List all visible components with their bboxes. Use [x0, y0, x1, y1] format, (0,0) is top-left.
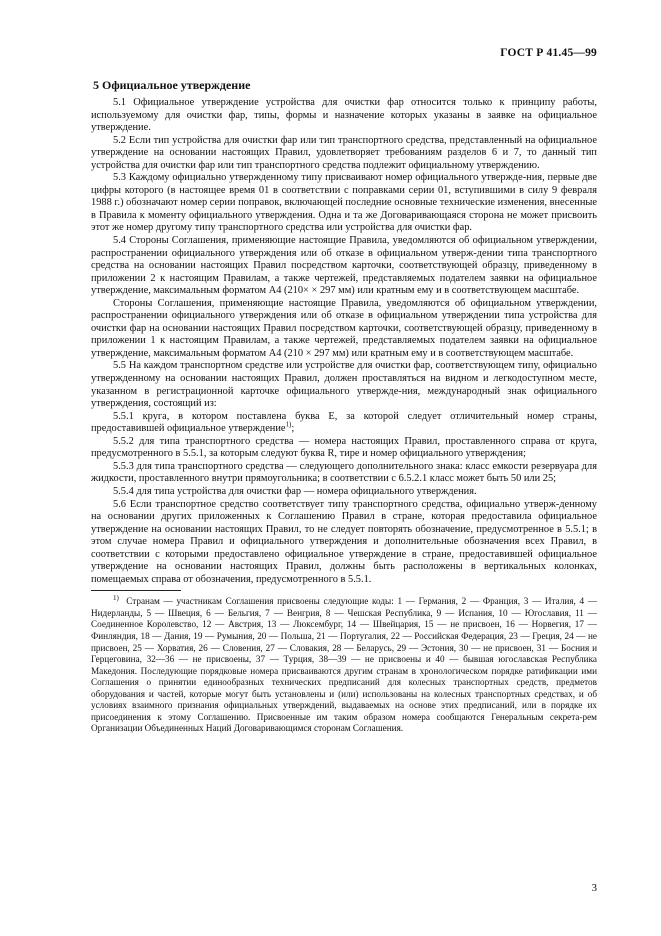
footnote-text: Странам — участникам Соглашения присвоены следующие коды: 1 — Германия, 2 — Франция, 3 — Италия, 4 — Нидерланды, 5 — Швеция, 6 — Бельгия, 7 — Венгрия, 8 — Чешская Республика, 9 — Испания, 10 — Югославия, 11 — Соединенное Королевство, 12 — Австрия, 13 — Люксембург, 14 — Швейцария, 15 — не присвоен, 16 — Норвегия, 17 — Финляндия, 18 — Дания, 19 — Румыния, 20 — Польша, 21 — Португалия, 22 — Российская Федерация, 23 — Греция, 24 — не присвоен, 25 — Хорватия, 26 — Словения, 27 — Словакия, 28 — Беларусь, 29 — Эстония, 30 — не присвоен, 31 — Босния и Герцеговина, 32—36 — не присвоены, 37 — Турция, 38—39 — не присвоены и 40 — бывшая югославская Республика Македония. Последующие порядковые номера присваиваются другим странам в хронологическом порядке ратификации ими Соглашения о принятии единообразных технических предписаний для колесных транспортных средств, предметов оборудования и частей, которые могут быть установлены и (или) использованы на колесных транспортных средствах, и об условиях взаимного признания официальных утверждений, выдаваемых на основе этих предписаний, или в порядке их присоединения к этому Соглашению. Присвоенные им таким образом номера сообщаются Генеральным секрета-рем Организации Объединенных Наций Договаривающимся сторонам Соглашения.: [91, 596, 598, 734]
paragraph-5-4: 5.4 Стороны Соглашения, применяющие настоящие Правила, уведомляются об официальном утверждении, распространении официального утверждения или об отказе в официальном утверж-дении типа транспортного средства на основании настоящих Правил посредством карточки, соответствующей образцу, приведенному в приложении 2 к настоящим Правилам, а также чертежей, представляемых подателем заявки на официальное утверждение, максимальным форматом А4 (210× × 297 мм) или кратным ему и в соответствующем масштабе.: [91, 235, 597, 297]
paragraph-5-3: 5.3 Каждому официально утвержденному типу присваивают номер официального утвержде-ния, первые две цифры которого (в настоящее время 01 в соответствии с поправками серии 01, вступившими в силу 9 февраля 1988 г.) обозначают номер серии поправок, включающей последние основные технические изменения, внесенные в Правила к моменту официального утверждения. Одна и та же Договаривающаяся сторона не может присвоить этот же номер другому типу транспортного средства или устройства для очистки фар.: [91, 172, 597, 234]
paragraph-5-5-1-text: 5.5.1 круга, в котором поставлена буква Е, за которой следует отличительный номер страны, предоставившей официальное утверждение: [91, 410, 597, 435]
paragraph-5-5-4: 5.5.4 для типа устройства для очистки фар — номера официального утверждения.: [113, 485, 477, 497]
paragraph-5-1: 5.1 Официальное утверждение устройства для очистки фар относится только к принципу работы, используемому для очистки фар, типы, формы и назначение которых указаны в заявке на официальное утверждение.: [91, 97, 597, 134]
paragraph-5-5-2: 5.5.2 для типа транспортного средства — номера настоящих Правил, проставленного справа от круга, предусмотренного в 5.5.1, за которым следуют буква R, тире и номер официального утверждения;: [91, 435, 597, 460]
page-number: 3: [591, 882, 597, 894]
footnote-divider: [91, 590, 181, 591]
footnote-mark: 1): [113, 594, 119, 603]
paragraph-5-5: 5.5 На каждом транспортном средстве или устройстве для очистки фар, соответствующем типу, официально утвержденному на основании настоящих Правил, должен проставляться на видном и легкодоступном месте, указанном в регистрационной карточке официального утвержде-ния, международный знак официального утверждения, состоящий из:: [91, 360, 597, 410]
footnote: [91, 596, 597, 735]
page-body: [91, 78, 597, 735]
paragraph-5-5-1-tail: ;: [291, 423, 295, 435]
paragraph-5-2: 5.2 Если тип устройства для очистки фар или тип транспортного средства, представленный на официальное утверждение на основании настоящих Правил, удовлетворяет требованиям разделов 6 и 7, то данный тип устройства для очистки фар или тип транспортного средства подлежит официальному утверждению.: [91, 134, 597, 171]
paragraph-5-6: 5.6 Если транспортное средство соответствует типу транспортного средства, официально утверж-денному на основании других приложенных к Соглашению Правил в стране, которая предоставила официальное утверждение на основании настоящих Правил, то не следует повторять обозначение, предусмотренное в 5.5.1; в этом случае номера Правил и официального утверждения и дополнительные обозначения всех Правил, в соответствии с которыми предоставлено официальное утверждение в стране, предоставившей официальное утверждение на основании настоящих Правил, должны быть расположены в вертикальных колонках, помещаемых справа от обозначения, предусмотренного в 5.5.1.: [91, 498, 597, 585]
section-title: 5 Официальное утверждение: [93, 78, 251, 92]
footnote-reference: 1): [285, 420, 292, 429]
document-header: ГОСТ Р 41.45—99: [500, 47, 597, 59]
paragraph-5-5-3: 5.5.3 для типа транспортного средства — следующего дополнительного знака: класс емкости резервуара для жидкости, проставленного внутри прямоугольника; в соответствии с 6.5.2.1 класс может быть 50 или 25;: [91, 460, 597, 485]
paragraph-5-5-1: [91, 411, 597, 436]
paragraph-5-4-continued: Стороны Соглашения, применяющие настоящие Правила, уведомляются об официальном утверждении, распространении официального утверждения или об отказе в официальном утверждении типа устройства для очистки фар на основании настоящих Правил посредством карточки, соответствующей образцу, приведенному в приложении 1 к настоящим Правилам, а также чертежей, представляемых подателем заявки на официальное утверждение, максимальным форматом А4 (210 × 297 мм) или кратным ему и в соответствующем масштабе.: [91, 297, 597, 359]
footnote-text-block: [91, 596, 597, 735]
